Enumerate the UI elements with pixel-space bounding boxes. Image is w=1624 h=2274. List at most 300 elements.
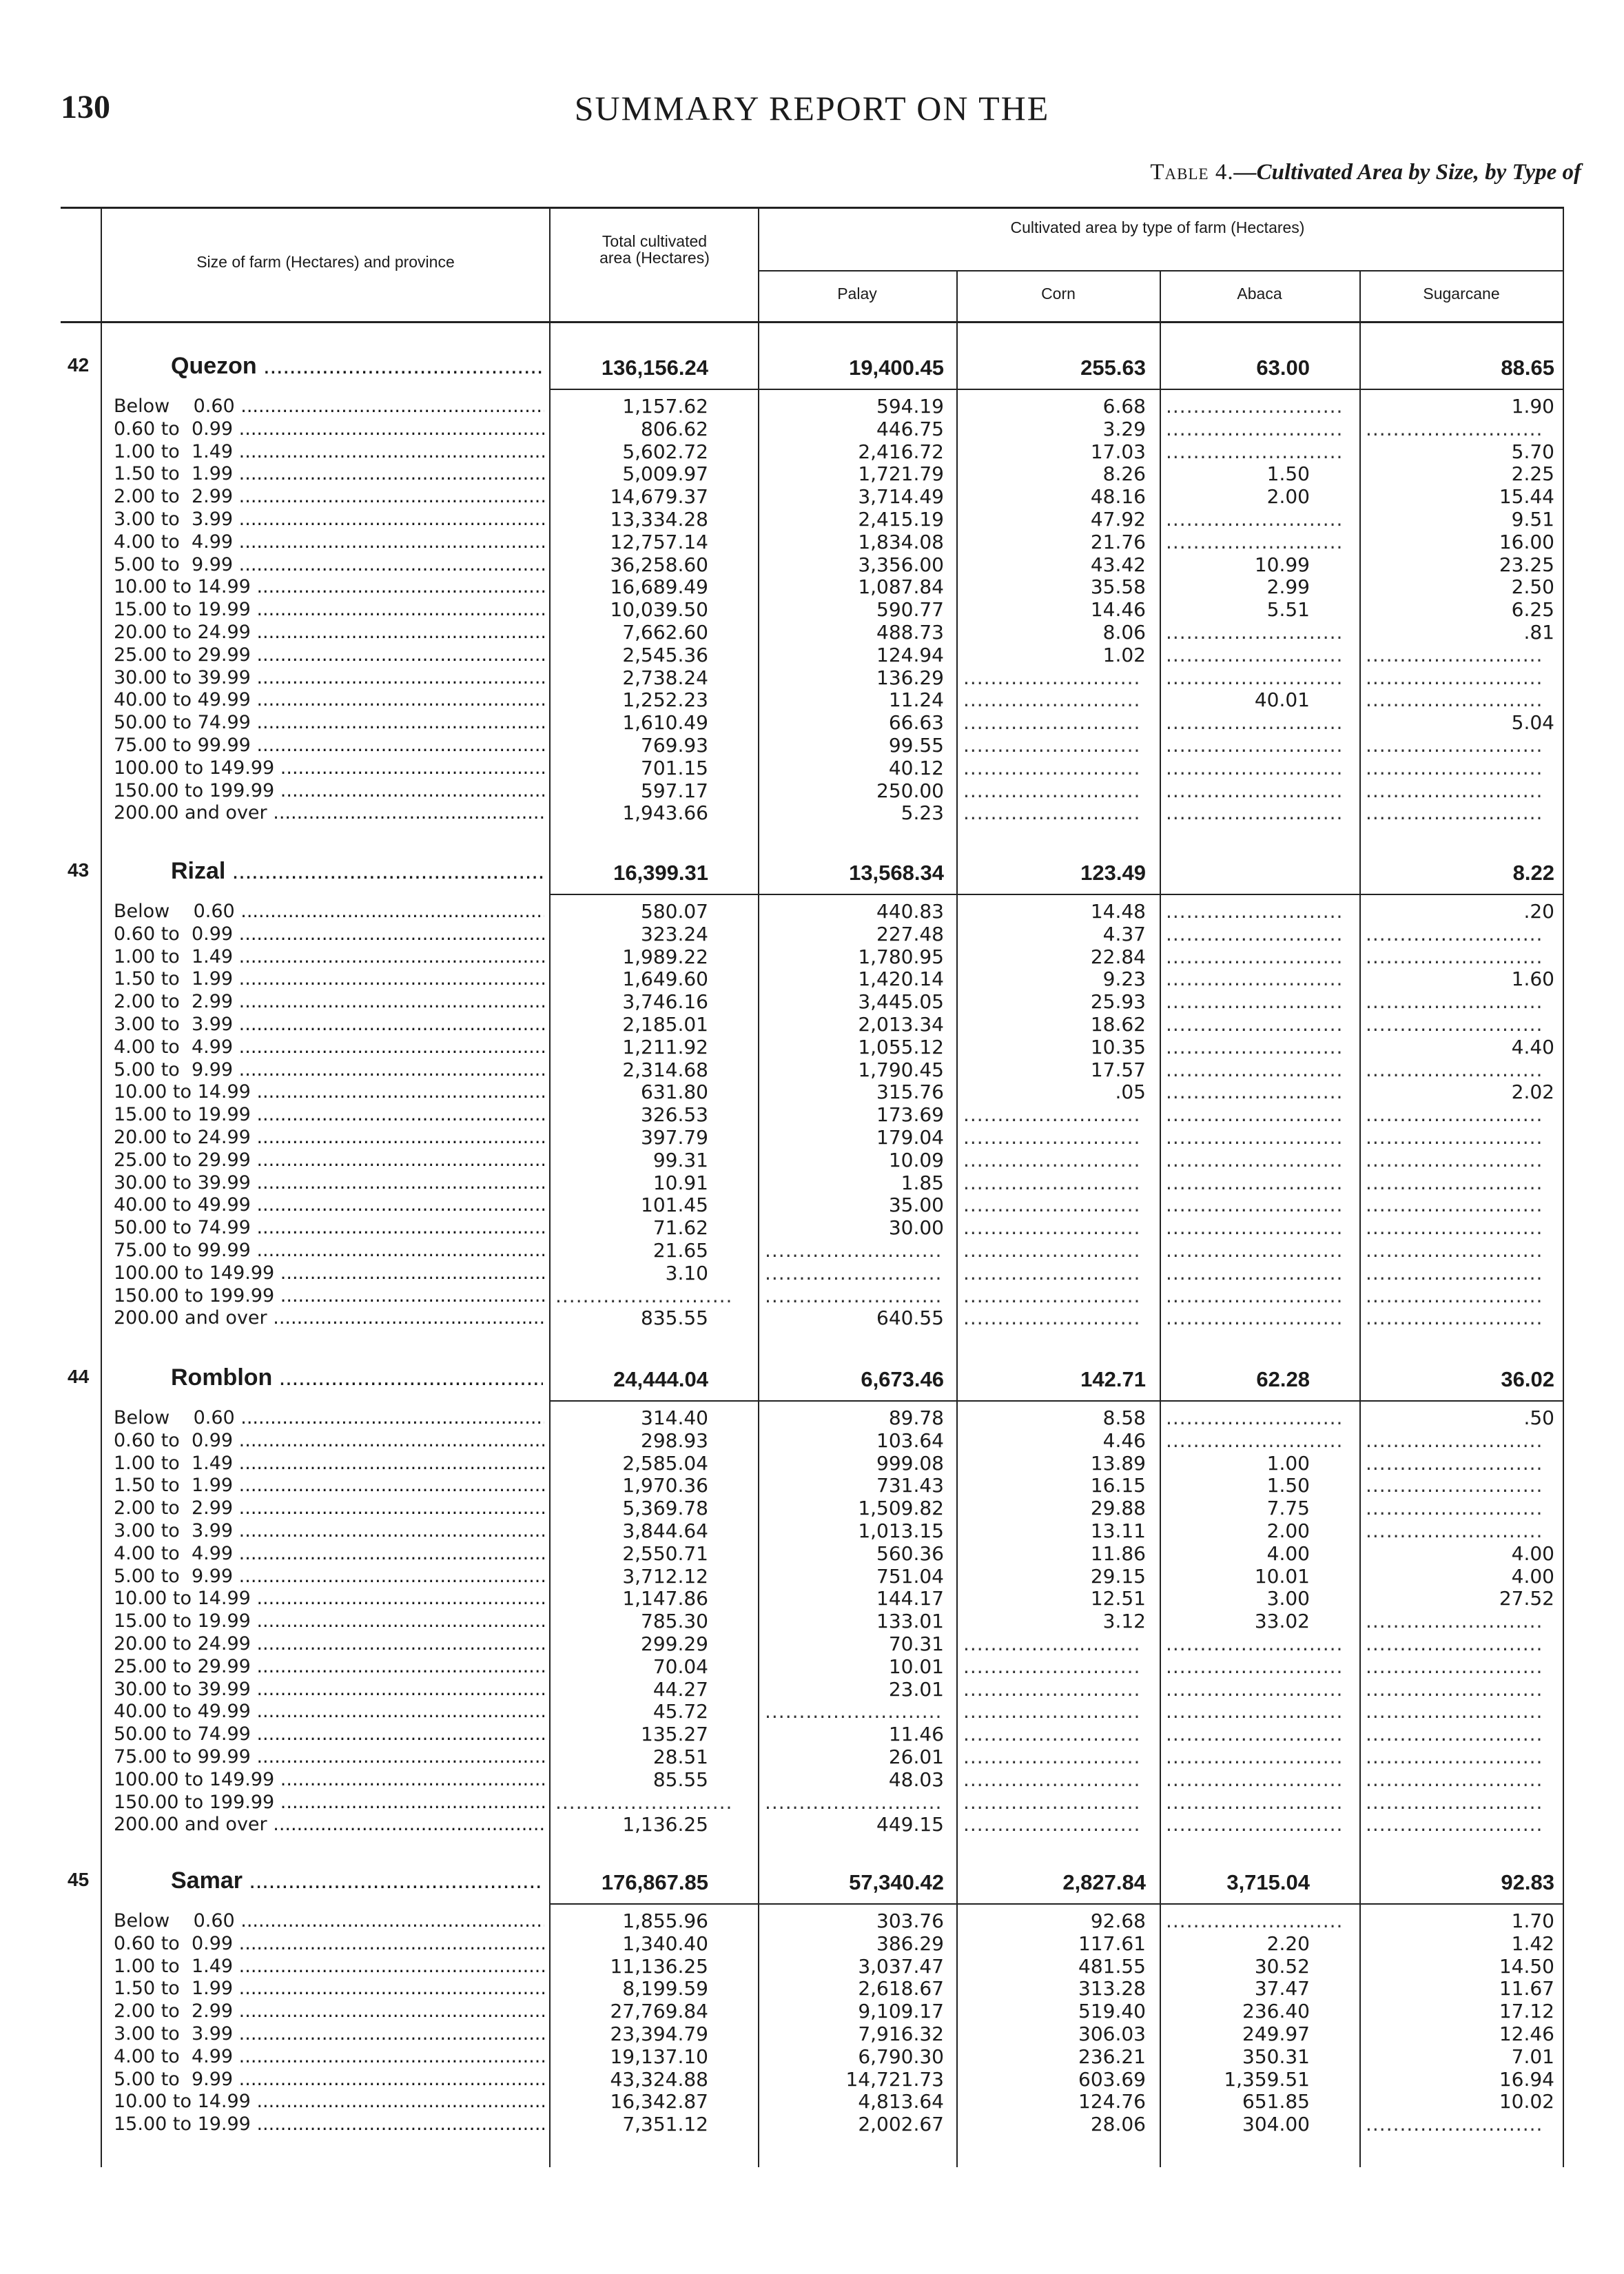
table-row bbox=[0, 531, 1624, 554]
sugarcane-empty-cell: .......................... bbox=[1366, 2113, 1543, 2136]
abaca-empty-cell: .......................... bbox=[1166, 621, 1344, 644]
total-cell: 16,689.49 bbox=[610, 575, 708, 599]
header-corn: Corn bbox=[1041, 285, 1076, 303]
total-cell: 23,394.79 bbox=[610, 2022, 708, 2045]
table-row bbox=[0, 1240, 1624, 1262]
total-cell: 7,351.12 bbox=[622, 2113, 708, 2136]
abaca-empty-cell: .......................... bbox=[1166, 802, 1344, 825]
corn-empty-cell: .......................... bbox=[963, 1126, 1141, 1149]
size-class-label: 75.00 to 99.99 ..... bbox=[114, 735, 544, 757]
sugarcane-empty-cell: .......................... bbox=[1366, 1149, 1543, 1171]
palay-cell: 11.46 bbox=[888, 1723, 944, 1746]
sugarcane-empty-cell: .......................... bbox=[1366, 779, 1543, 802]
total-cell: 85.55 bbox=[652, 1768, 708, 1791]
sugarcane-empty-cell: .......................... bbox=[1366, 734, 1543, 757]
corn-empty-cell: .......................... bbox=[963, 1104, 1141, 1127]
size-class-label: 3.00 to 3.99 ..... bbox=[114, 1520, 544, 1543]
corn-cell: 28.06 bbox=[1090, 2113, 1146, 2136]
palay-cell: 640.55 bbox=[876, 1307, 944, 1330]
table-row bbox=[0, 968, 1624, 991]
sugarcane-cell: 7.01 bbox=[1511, 2045, 1554, 2068]
palay-cell: 446.75 bbox=[876, 417, 944, 440]
province-corn-total: 123.49 bbox=[1080, 861, 1146, 885]
province-corn-total: 2,827.84 bbox=[1062, 1870, 1146, 1894]
palay-cell: 751.04 bbox=[876, 1564, 944, 1588]
palay-empty-cell: .......................... bbox=[765, 1284, 943, 1307]
palay-cell: 35.00 bbox=[888, 1194, 944, 1217]
palay-cell: 594.19 bbox=[876, 395, 944, 418]
abaca-empty-cell: .......................... bbox=[1166, 1217, 1344, 1240]
sugarcane-empty-cell: .......................... bbox=[1366, 1632, 1543, 1655]
abaca-cell: 37.47 bbox=[1254, 1977, 1310, 2000]
palay-cell: 9,109.17 bbox=[858, 2000, 944, 2023]
abaca-empty-cell: .......................... bbox=[1166, 666, 1344, 689]
corn-cell: 603.69 bbox=[1078, 2067, 1146, 2091]
sugarcane-empty-cell: .......................... bbox=[1366, 1262, 1543, 1284]
size-class-label: 30.00 to 39.99 ..... bbox=[114, 1172, 544, 1195]
sugarcane-cell: .50 bbox=[1523, 1406, 1554, 1429]
sugarcane-cell: 1.70 bbox=[1511, 1909, 1554, 1932]
sugarcane-cell: 15.44 bbox=[1499, 485, 1554, 509]
size-class-label: 20.00 to 24.99 ..... bbox=[114, 1633, 544, 1656]
province-palay-total: 13,568.34 bbox=[849, 861, 944, 885]
province-palay-total: 6,673.46 bbox=[861, 1367, 944, 1391]
sugarcane-empty-cell: .......................... bbox=[1366, 1013, 1543, 1036]
table-row bbox=[0, 1701, 1624, 1723]
size-class-label: Below 0.60 ..... bbox=[114, 1910, 544, 1933]
sugarcane-empty-cell: .......................... bbox=[1366, 1194, 1543, 1217]
sugarcane-cell: 9.51 bbox=[1511, 507, 1554, 531]
abaca-empty-cell: .......................... bbox=[1166, 901, 1344, 923]
abaca-empty-cell: .......................... bbox=[1166, 779, 1344, 802]
table-row bbox=[0, 1933, 1624, 1956]
total-empty-cell: .......................... bbox=[555, 1284, 733, 1307]
corn-cell: 29.88 bbox=[1090, 1497, 1146, 1520]
palay-cell: 1,509.82 bbox=[858, 1497, 944, 1520]
table-row bbox=[0, 599, 1624, 622]
corn-empty-cell: .......................... bbox=[963, 1262, 1141, 1284]
corn-cell: 29.15 bbox=[1090, 1564, 1146, 1588]
corn-empty-cell: .......................... bbox=[963, 1194, 1141, 1217]
sugarcane-empty-cell: .......................... bbox=[1366, 1239, 1543, 1262]
corn-cell: 8.26 bbox=[1102, 462, 1146, 486]
table-row bbox=[0, 1633, 1624, 1656]
province-abaca-total: 63.00 bbox=[1256, 356, 1310, 380]
corn-empty-cell: .......................... bbox=[963, 1678, 1141, 1701]
corn-cell: 92.68 bbox=[1090, 1909, 1146, 1932]
abaca-empty-cell: .......................... bbox=[1166, 1171, 1344, 1194]
table-row bbox=[0, 1610, 1624, 1633]
table-row bbox=[0, 1307, 1624, 1330]
palay-cell: 731.43 bbox=[876, 1474, 944, 1497]
size-class-label: 20.00 to 24.99 ..... bbox=[114, 1127, 544, 1149]
sugarcane-cell: 5.04 bbox=[1511, 711, 1554, 735]
total-cell: 16,342.87 bbox=[610, 2090, 708, 2113]
sugarcane-cell: .81 bbox=[1523, 620, 1554, 644]
size-class-label: 100.00 to 149.99 ..... bbox=[114, 1262, 544, 1285]
sugarcane-empty-cell: .......................... bbox=[1366, 666, 1543, 689]
palay-cell: 315.76 bbox=[876, 1080, 944, 1104]
table-row bbox=[0, 1453, 1624, 1475]
abaca-empty-cell: .......................... bbox=[1166, 968, 1344, 991]
size-class-label: 30.00 to 39.99 ..... bbox=[114, 667, 544, 690]
palay-cell: 303.76 bbox=[876, 1909, 944, 1932]
sugarcane-empty-cell: .......................... bbox=[1366, 1791, 1543, 1814]
table-row bbox=[0, 1217, 1624, 1240]
size-class-label: 200.00 and over ..... bbox=[114, 802, 544, 825]
table-row bbox=[0, 622, 1624, 644]
sugarcane-empty-cell: .......................... bbox=[1366, 1104, 1543, 1127]
palay-cell: 1,780.95 bbox=[858, 945, 944, 968]
sugarcane-cell: 1.42 bbox=[1511, 1932, 1554, 1955]
sugarcane-empty-cell: .......................... bbox=[1366, 1171, 1543, 1194]
total-cell: 43,324.88 bbox=[610, 2067, 708, 2091]
total-cell: 71.62 bbox=[652, 1216, 708, 1240]
sugarcane-cell: 12.46 bbox=[1499, 2022, 1554, 2045]
corn-cell: 4.37 bbox=[1102, 922, 1146, 945]
total-cell: 397.79 bbox=[641, 1125, 708, 1149]
table-row bbox=[0, 1407, 1624, 1430]
table-row bbox=[0, 1059, 1624, 1082]
size-class-label: 2.00 to 2.99 ..... bbox=[114, 991, 544, 1014]
total-cell: 1,943.66 bbox=[622, 801, 708, 825]
sugarcane-cell: 16.00 bbox=[1499, 530, 1554, 553]
sugarcane-empty-cell: .......................... bbox=[1366, 1701, 1543, 1723]
palay-cell: 179.04 bbox=[876, 1125, 944, 1149]
abaca-empty-cell: .......................... bbox=[1166, 1814, 1344, 1836]
corn-cell: 481.55 bbox=[1078, 1954, 1146, 1978]
size-class-label: 1.50 to 1.99 ..... bbox=[114, 968, 544, 991]
table-row bbox=[0, 1194, 1624, 1217]
abaca-empty-cell: .......................... bbox=[1166, 1013, 1344, 1036]
total-cell: 28.51 bbox=[652, 1745, 708, 1768]
province-sugarcane-total: 36.02 bbox=[1501, 1367, 1554, 1391]
size-class-label: 0.60 to 0.99 ..... bbox=[114, 418, 544, 441]
size-class-label: 1.00 to 1.49 ..... bbox=[114, 441, 544, 464]
abaca-empty-cell: .......................... bbox=[1166, 418, 1344, 440]
abaca-empty-cell: .......................... bbox=[1166, 1701, 1344, 1723]
total-cell: 21.65 bbox=[652, 1238, 708, 1262]
sugarcane-cell: 2.50 bbox=[1511, 575, 1554, 599]
total-cell: 806.62 bbox=[641, 417, 708, 440]
corn-cell: 14.48 bbox=[1090, 900, 1146, 923]
abaca-empty-cell: .......................... bbox=[1166, 1910, 1344, 1932]
abaca-cell: 33.02 bbox=[1254, 1610, 1310, 1633]
abaca-cell: 249.97 bbox=[1242, 2022, 1310, 2045]
abaca-empty-cell: .......................... bbox=[1166, 945, 1344, 968]
header-total-area: Total cultivated area (Hectares) bbox=[599, 232, 710, 267]
corn-empty-cell: .......................... bbox=[963, 1632, 1141, 1655]
table-row bbox=[0, 1262, 1624, 1285]
sugarcane-cell: 4.00 bbox=[1511, 1541, 1554, 1565]
size-class-label: 15.00 to 19.99 ..... bbox=[114, 1610, 544, 1633]
corn-cell: 8.58 bbox=[1102, 1406, 1146, 1429]
size-class-label: 2.00 to 2.99 ..... bbox=[114, 2000, 544, 2023]
header-sugarcane: Sugarcane bbox=[1423, 285, 1500, 303]
sugarcane-empty-cell: .......................... bbox=[1366, 1745, 1543, 1768]
abaca-empty-cell: .......................... bbox=[1166, 1678, 1344, 1701]
palay-cell: 488.73 bbox=[876, 620, 944, 644]
abaca-empty-cell: .......................... bbox=[1166, 1126, 1344, 1149]
palay-empty-cell: .......................... bbox=[765, 1239, 943, 1262]
size-class-label: 25.00 to 29.99 ..... bbox=[114, 1149, 544, 1172]
province-total-rule bbox=[549, 1903, 1563, 1905]
abaca-empty-cell: .......................... bbox=[1166, 1081, 1344, 1104]
abaca-empty-cell: .......................... bbox=[1166, 1307, 1344, 1330]
abaca-empty-cell: .......................... bbox=[1166, 1632, 1344, 1655]
abaca-cell: 350.31 bbox=[1242, 2045, 1310, 2068]
sugarcane-empty-cell: .......................... bbox=[1366, 644, 1543, 666]
total-cell: 12,757.14 bbox=[610, 530, 708, 553]
size-class-label: 3.00 to 3.99 ..... bbox=[114, 2023, 544, 2046]
palay-cell: 1,055.12 bbox=[858, 1035, 944, 1058]
sugarcane-cell: 11.67 bbox=[1499, 1977, 1554, 2000]
sugarcane-cell: 4.40 bbox=[1511, 1035, 1554, 1058]
table-row bbox=[0, 554, 1624, 577]
table-caption bbox=[1150, 160, 1581, 185]
size-class-label: 3.00 to 3.99 ..... bbox=[114, 509, 544, 531]
sugarcane-empty-cell: .......................... bbox=[1366, 1126, 1543, 1149]
total-cell: 2,738.24 bbox=[622, 666, 708, 689]
table-row bbox=[0, 923, 1624, 946]
size-class-label: 100.00 to 149.99 ..... bbox=[114, 1769, 544, 1792]
province-name: Rizal ..... bbox=[171, 858, 543, 885]
palay-cell: 386.29 bbox=[876, 1932, 944, 1955]
palay-cell: 250.00 bbox=[876, 779, 944, 802]
table-row bbox=[0, 486, 1624, 509]
size-class-label: 50.00 to 74.99 ..... bbox=[114, 712, 544, 735]
total-cell: 13,334.28 bbox=[610, 507, 708, 531]
abaca-empty-cell: .......................... bbox=[1166, 1655, 1344, 1678]
abaca-cell: 4.00 bbox=[1266, 1541, 1310, 1565]
province-total-total: 16,399.31 bbox=[613, 861, 708, 885]
abaca-cell: 651.85 bbox=[1242, 2090, 1310, 2113]
total-cell: 1,211.92 bbox=[622, 1035, 708, 1058]
size-class-label: 75.00 to 99.99 ..... bbox=[114, 1746, 544, 1769]
sugarcane-cell: 27.52 bbox=[1499, 1587, 1554, 1610]
table-row bbox=[0, 576, 1624, 599]
total-cell: 299.29 bbox=[641, 1632, 708, 1655]
abaca-empty-cell: .......................... bbox=[1166, 531, 1344, 553]
corn-empty-cell: .......................... bbox=[963, 757, 1141, 779]
province-sugarcane-total: 8.22 bbox=[1512, 861, 1554, 885]
palay-cell: 560.36 bbox=[876, 1541, 944, 1565]
total-cell: 785.30 bbox=[641, 1610, 708, 1633]
total-cell: 1,147.86 bbox=[622, 1587, 708, 1610]
palay-cell: 1.85 bbox=[901, 1171, 944, 1194]
corn-cell: 21.76 bbox=[1090, 530, 1146, 553]
table-row bbox=[0, 1036, 1624, 1059]
table-row bbox=[0, 689, 1624, 712]
palay-empty-cell: .......................... bbox=[765, 1701, 943, 1723]
sugarcane-empty-cell: .......................... bbox=[1366, 1217, 1543, 1240]
corn-empty-cell: .......................... bbox=[963, 1217, 1141, 1240]
size-class-label: 5.00 to 9.99 ..... bbox=[114, 1566, 544, 1588]
sugarcane-cell: 5.70 bbox=[1511, 440, 1554, 463]
corn-empty-cell: .......................... bbox=[963, 1723, 1141, 1746]
table-row bbox=[0, 1475, 1624, 1497]
sugarcane-cell: 2.02 bbox=[1511, 1080, 1554, 1104]
table-row bbox=[0, 991, 1624, 1014]
palay-cell: 2,416.72 bbox=[858, 440, 944, 463]
total-cell: 1,136.25 bbox=[622, 1813, 708, 1836]
abaca-empty-cell: .......................... bbox=[1166, 923, 1344, 945]
size-class-label: 75.00 to 99.99 ..... bbox=[114, 1240, 544, 1262]
table-row bbox=[0, 1081, 1624, 1104]
size-class-label: 150.00 to 199.99 ..... bbox=[114, 1285, 544, 1308]
size-class-label: 0.60 to 0.99 ..... bbox=[114, 1430, 544, 1453]
size-class-label: 5.00 to 9.99 ..... bbox=[114, 2069, 544, 2091]
province-name: Romblon ..... bbox=[171, 1364, 543, 1391]
abaca-empty-cell: .......................... bbox=[1166, 1239, 1344, 1262]
table-row bbox=[0, 780, 1624, 803]
sugarcane-cell: 1.60 bbox=[1511, 967, 1554, 991]
size-class-label: 2.00 to 2.99 ..... bbox=[114, 486, 544, 509]
palay-cell: 30.00 bbox=[888, 1216, 944, 1240]
table-row bbox=[0, 802, 1624, 825]
corn-empty-cell: .......................... bbox=[963, 712, 1141, 735]
corn-cell: 14.46 bbox=[1090, 598, 1146, 622]
table-row bbox=[0, 1014, 1624, 1036]
sugarcane-cell: 14.50 bbox=[1499, 1954, 1554, 1978]
palay-cell: 1,790.45 bbox=[858, 1058, 944, 1081]
palay-cell: 103.64 bbox=[876, 1428, 944, 1452]
corn-cell: 17.03 bbox=[1090, 440, 1146, 463]
abaca-empty-cell: .......................... bbox=[1166, 1194, 1344, 1217]
abaca-empty-cell: .......................... bbox=[1166, 712, 1344, 735]
abaca-empty-cell: .......................... bbox=[1166, 1768, 1344, 1791]
province-total-rule bbox=[549, 1400, 1563, 1402]
corn-empty-cell: .......................... bbox=[963, 1307, 1141, 1330]
total-cell: 298.93 bbox=[641, 1428, 708, 1452]
palay-cell: 144.17 bbox=[876, 1587, 944, 1610]
sugarcane-cell: 16.94 bbox=[1499, 2067, 1554, 2091]
size-class-label: 150.00 to 199.99 ..... bbox=[114, 780, 544, 803]
abaca-empty-cell: .......................... bbox=[1166, 1407, 1344, 1429]
size-class-label: 1.00 to 1.49 ..... bbox=[114, 1453, 544, 1475]
province-sugarcane-total: 92.83 bbox=[1501, 1870, 1554, 1894]
corn-cell: 124.76 bbox=[1078, 2090, 1146, 2113]
palay-cell: 227.48 bbox=[876, 922, 944, 945]
palay-empty-cell: .......................... bbox=[765, 1791, 943, 1814]
province-total-rule bbox=[549, 894, 1563, 895]
total-empty-cell: .......................... bbox=[555, 1791, 733, 1814]
table-row bbox=[0, 757, 1624, 780]
corn-empty-cell: .......................... bbox=[963, 734, 1141, 757]
size-class-label: 1.50 to 1.99 ..... bbox=[114, 1978, 544, 2000]
size-class-label: 25.00 to 29.99 ..... bbox=[114, 1656, 544, 1679]
corn-empty-cell: .......................... bbox=[963, 1655, 1141, 1678]
palay-cell: 70.31 bbox=[888, 1632, 944, 1655]
corn-cell: 11.86 bbox=[1090, 1541, 1146, 1565]
palay-cell: 99.55 bbox=[888, 733, 944, 757]
palay-cell: 10.01 bbox=[888, 1655, 944, 1678]
total-cell: 2,550.71 bbox=[622, 1541, 708, 1565]
total-cell: 44.27 bbox=[652, 1677, 708, 1701]
corn-empty-cell: .......................... bbox=[963, 1171, 1141, 1194]
abaca-cell: 7.75 bbox=[1266, 1497, 1310, 1520]
total-cell: 5,369.78 bbox=[622, 1497, 708, 1520]
table-row bbox=[0, 1814, 1624, 1836]
province-total-total: 176,867.85 bbox=[601, 1870, 708, 1894]
size-class-label: Below 0.60 ..... bbox=[114, 1407, 544, 1430]
province-rows bbox=[0, 396, 1624, 825]
corn-cell: 4.46 bbox=[1102, 1428, 1146, 1452]
palay-cell: 7,916.32 bbox=[858, 2022, 944, 2045]
palay-cell: 1,013.15 bbox=[858, 1519, 944, 1542]
sugarcane-empty-cell: .......................... bbox=[1366, 802, 1543, 825]
palay-cell: 999.08 bbox=[876, 1451, 944, 1475]
palay-cell: 40.12 bbox=[888, 756, 944, 779]
palay-cell: 5.23 bbox=[901, 801, 944, 825]
table-row bbox=[0, 509, 1624, 531]
abaca-cell: 1.50 bbox=[1266, 1474, 1310, 1497]
table-row bbox=[0, 1723, 1624, 1746]
size-class-label: 200.00 and over ..... bbox=[114, 1307, 544, 1330]
corn-cell: 3.29 bbox=[1102, 417, 1146, 440]
sugarcane-empty-cell: .......................... bbox=[1366, 1307, 1543, 1330]
corn-empty-cell: .......................... bbox=[963, 1149, 1141, 1171]
corn-empty-cell: .......................... bbox=[963, 779, 1141, 802]
corn-cell: 48.16 bbox=[1090, 485, 1146, 509]
table-row bbox=[0, 1588, 1624, 1610]
total-cell: 27,769.84 bbox=[610, 2000, 708, 2023]
size-class-label: 10.00 to 14.99 ..... bbox=[114, 2091, 544, 2113]
sugarcane-empty-cell: .......................... bbox=[1366, 1519, 1543, 1542]
total-cell: 2,585.04 bbox=[622, 1451, 708, 1475]
abaca-empty-cell: .......................... bbox=[1166, 991, 1344, 1014]
total-cell: 10.91 bbox=[652, 1171, 708, 1194]
corn-empty-cell: .......................... bbox=[963, 1814, 1141, 1836]
palay-cell: 3,445.05 bbox=[858, 990, 944, 1014]
corn-cell: 47.92 bbox=[1090, 507, 1146, 531]
section-number: 45 bbox=[68, 1869, 90, 1890]
table-row bbox=[0, 1910, 1624, 1933]
province-total-total: 136,156.24 bbox=[601, 356, 708, 380]
size-class-label: 4.00 to 4.99 ..... bbox=[114, 531, 544, 554]
palay-cell: 590.77 bbox=[876, 598, 944, 622]
palay-cell: 4,813.64 bbox=[858, 2090, 944, 2113]
size-class-label: 20.00 to 24.99 ..... bbox=[114, 622, 544, 644]
abaca-cell: 236.40 bbox=[1242, 2000, 1310, 2023]
table-row bbox=[0, 1746, 1624, 1769]
abaca-cell: 2.99 bbox=[1266, 575, 1310, 599]
sugarcane-empty-cell: .......................... bbox=[1366, 418, 1543, 440]
corn-cell: 236.21 bbox=[1078, 2045, 1146, 2068]
table-row bbox=[0, 946, 1624, 969]
province-abaca-total: 62.28 bbox=[1256, 1367, 1310, 1391]
province-name: Samar ..... bbox=[171, 1867, 543, 1894]
province-abaca-total: 3,715.04 bbox=[1226, 1870, 1310, 1894]
province-name: Quezon ..... bbox=[171, 353, 543, 380]
size-class-label: 50.00 to 74.99 ..... bbox=[114, 1217, 544, 1240]
sugarcane-cell: 1.90 bbox=[1511, 395, 1554, 418]
table-row bbox=[0, 644, 1624, 667]
sugarcane-empty-cell: .......................... bbox=[1366, 1768, 1543, 1791]
header-cultivated-group: Cultivated area by type of farm (Hectares) bbox=[1010, 218, 1305, 236]
palay-cell: 440.83 bbox=[876, 900, 944, 923]
province-rows bbox=[0, 1407, 1624, 1836]
section-number: 44 bbox=[68, 1366, 90, 1387]
table-row bbox=[0, 1679, 1624, 1701]
palay-cell: 48.03 bbox=[888, 1768, 944, 1791]
table-row bbox=[0, 1497, 1624, 1520]
corn-cell: 6.68 bbox=[1102, 395, 1146, 418]
palay-cell: 2,618.67 bbox=[858, 1977, 944, 2000]
table-row bbox=[0, 735, 1624, 757]
sugarcane-empty-cell: .......................... bbox=[1366, 689, 1543, 712]
page-number: 130 bbox=[61, 89, 110, 125]
